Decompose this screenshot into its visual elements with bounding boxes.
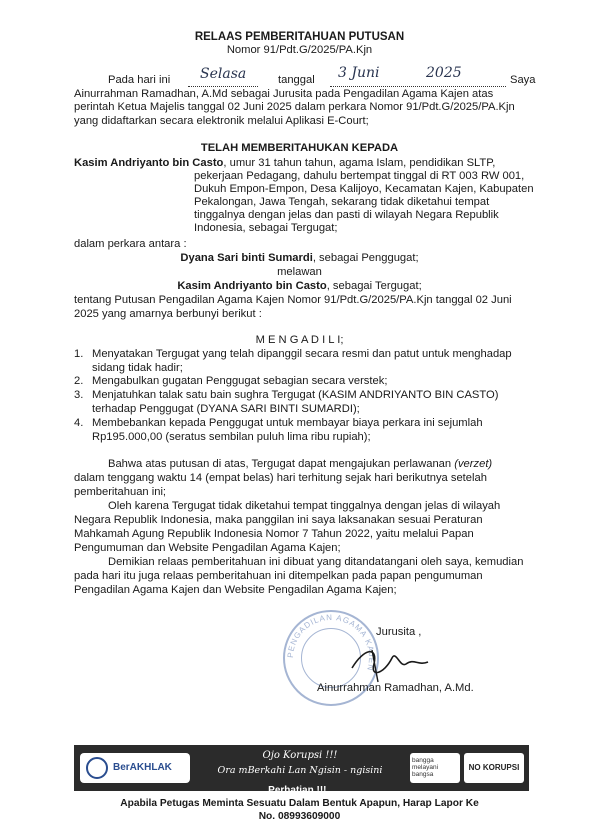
- signature-role: Jurusita ,: [376, 626, 422, 638]
- intro-line-2: Ainurrahman Ramadhan, A.Md sebagai Jurusita pada Pengadilan Agama Kajen atas: [74, 88, 494, 100]
- verdict-item-4-line-1: Membebankan kepada Penggugat untuk membayar biaya perkara ini sejumlah: [92, 417, 483, 429]
- perhatian-label: Perhatian !!!...: [268, 785, 335, 796]
- signatory-name: Ainurrahman Ramadhan, A.Md.: [317, 682, 474, 694]
- intro-line-4: yang didaftarkan secara elektronik melalui Aplikasi E-Court;: [74, 115, 369, 127]
- no-korupsi-logo: NO KORUPSI: [464, 753, 524, 783]
- notice-line-4: Pekalongan, Jawa Tengah, sekarang tidak diketahui tempat: [194, 196, 490, 208]
- notice-line-6: Indonesia, sebagai Tergugat;: [194, 222, 338, 234]
- closing-p3-line-2: pada hari itu juga relaas pemberitahuan ini ditempelkan pada papan pengumuman: [74, 570, 483, 582]
- handwritten-signature: [344, 638, 434, 688]
- closing-p3-line-1: Demikian relaas pemberitahuan ini dibuat yang ditandatangani oleh saya, kemudian: [108, 556, 524, 568]
- verdict-item-2-line-1: Mengabulkan gugatan Penggugat sebagian secara verstek;: [92, 375, 388, 387]
- verdict-item-3-num: 3.: [74, 389, 84, 401]
- closing-p2-line-1: Oleh karena Tergugat tidak diketahui tempat tinggalnya dengan jelas di wilayah: [108, 500, 501, 512]
- intro-pada-hari: Pada hari ini: [108, 74, 171, 86]
- defendant-name-2: Kasim Andriyanto bin Casto: [177, 280, 327, 292]
- notice-line-5: tinggalnya dengan jelas dan pasti di wilayah Negara Republik: [194, 209, 499, 221]
- parties-intro: dalam perkara antara :: [74, 238, 187, 250]
- bangga-melayani-logo: bangga melayani bangsa: [410, 753, 460, 783]
- closing-p2-line-2: Negara Republik Indonesia, maka panggilan ini saya laksanakan sesuai Peraturan: [74, 514, 483, 526]
- verdict-item-4-line-2: Rp195.000,00 (seratus sembilan puluh lima ribu rupiah);: [92, 431, 371, 443]
- berakhlak-logo: [80, 753, 190, 783]
- intro-saya: Saya: [510, 74, 536, 86]
- closing-p3-line-3: Pengadilan Agama Kajen dan Website Pengadilan Agama Kajen;: [74, 584, 397, 596]
- ruling-intro-line-2: 2025 yang amarnya berbunyi berikut :: [74, 308, 262, 320]
- verdict-item-2-num: 2.: [74, 375, 84, 387]
- verdict-item-3-line-2: terhadap Penggugat (DYANA SARI BINTI SUMARDI);: [92, 403, 360, 415]
- defendant-role: , sebagai Tergugat;: [326, 280, 422, 292]
- intro-line-3: perintah Ketua Majelis tanggal 02 Juni 2025 dalam perkara Nomor 91/Pdt.G/2025/PA.Kjn: [74, 101, 515, 113]
- closing-p2-line-3: Mahkamah Agung Republik Indonesia Nomor 7 Tahun 2022, yaitu melalui Papan: [74, 528, 474, 540]
- defendant-name: Kasim Andriyanto bin Casto: [74, 157, 224, 169]
- notice-line-1: [74, 157, 495, 171]
- notice-heading: TELAH MEMBERITAHUKAN KEPADA: [200, 142, 399, 154]
- plaintiff-line: [0, 252, 599, 266]
- stamp-text: PENGADILAN AGAMA KAJEN: [285, 612, 377, 673]
- closing-p1-line-2: dalam tenggang waktu 14 (empat belas) hari terhitung sejak hari berikutnya setelah: [74, 472, 487, 484]
- slogan-1: Ojo Korupsi !!!: [262, 750, 338, 761]
- footer-warning: Apabila Petugas Meminta Sesuatu Dalam Bentuk Apapun, Harap Lapor Ke: [120, 798, 479, 809]
- notice-line-3: Dukuh Empon-Empon, Desa Kalijoyo, Kecamatan Kajen, Kabupaten: [194, 183, 534, 195]
- notice-line-1-rest: , umur 31 tahun tahun, agama Islam, pendidikan SLTP,: [223, 157, 496, 169]
- verdict-item-4-num: 4.: [74, 417, 84, 429]
- plaintiff-role: , sebagai Penggugat;: [312, 252, 419, 264]
- notice-line-2: pekerjaan Pedagang, dahulu bertempat tinggal di RT 003 RW 001,: [194, 170, 525, 182]
- verdict-item-3-line-1: Menjatuhkan talak satu bain sughra Tergugat (KASIM ANDRIYANTO BIN CASTO): [92, 389, 499, 401]
- berakhlak-text: BerAKHLAK: [113, 762, 172, 773]
- closing-p1-line-3: pemberitahuan ini;: [74, 486, 167, 498]
- verzet-term: (verzet): [454, 458, 493, 470]
- intro-tanggal: tanggal: [278, 74, 315, 86]
- day-handwritten: Selasa: [200, 66, 247, 82]
- verdict-item-1-num: 1.: [74, 348, 84, 360]
- footer-phone: No. 08993609000: [258, 811, 341, 822]
- ruling-intro-line-1: tentang Putusan Pengadilan Agama Kajen Nomor 91/Pdt.G/2025/PA.Kjn tanggal 02 Juni: [74, 294, 512, 306]
- plaintiff-name: Dyana Sari binti Sumardi: [180, 252, 313, 264]
- year-handwritten: 2025: [426, 65, 462, 81]
- closing-p1-line-1: [108, 458, 492, 472]
- case-number: Nomor 91/Pdt.G/2025/PA.Kjn: [226, 44, 373, 56]
- closing-p2-line-4: Pengumuman dan Website Pengadilan Agama Kajen;: [74, 542, 341, 554]
- verdict-item-1-line-2: sidang tidak hadir;: [92, 362, 183, 374]
- verdict-heading: M E N G A D I L I;: [255, 334, 344, 346]
- date-handwritten: 3 Juni: [338, 65, 380, 81]
- slogan-2: Ora mBerkahi Lan Ngisin - ngisini: [217, 765, 383, 776]
- versus: melawan: [277, 266, 322, 278]
- berakhlak-emblem-icon: [86, 757, 108, 779]
- closing-p1-text: Bahwa atas putusan di atas, Tergugat dapat mengajukan perlawanan: [108, 458, 455, 470]
- verdict-item-1-line-1: Menyatakan Tergugat yang telah dipanggil secara resmi dan patut untuk menghadap: [92, 348, 512, 360]
- document-title: RELAAS PEMBERITAHUAN PUTUSAN: [194, 31, 405, 43]
- defendant-line: [0, 280, 599, 294]
